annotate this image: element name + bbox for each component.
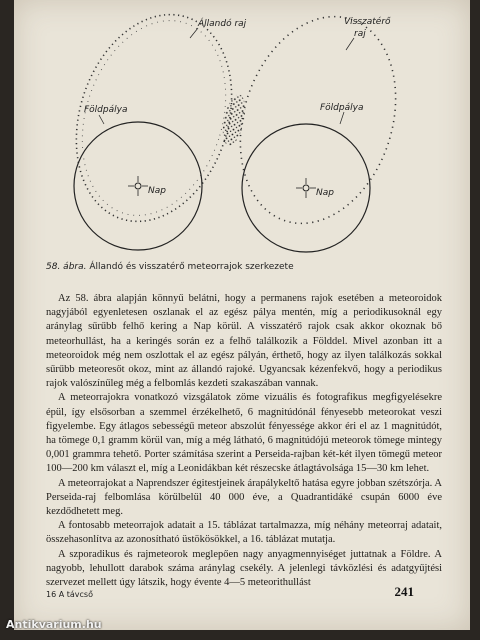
meteor-cloud: [219, 92, 249, 147]
right-earth-orbit-label: Földpálya: [320, 103, 364, 113]
paragraph: A fontosabb meteorrajok adatait a 15. táblázat tartalmazza, míg néhány meteorraj adatait, összehasonlítva az azonosítható üstökösökkel, a 16. táblázat mutatja.: [46, 520, 442, 546]
figure-58: [44, 8, 444, 270]
caption-number: 58. ábra.: [46, 262, 87, 272]
signature-mark: 16 A távcső: [46, 590, 93, 599]
page-number: 241: [394, 584, 414, 599]
orbit-diagram: [44, 8, 444, 270]
left-sun-label: Nap: [148, 186, 166, 196]
right-earth-orbit: [242, 124, 370, 252]
left-earth-orbit-label: Földpálya: [84, 105, 128, 115]
right-diagram: [215, 8, 421, 252]
right-sun-icon: [296, 178, 316, 198]
paragraph: A szporadikus és rajmeteorok meglepően nagy anyagmennyiséget juttatnak a Földre. A nagyobb, lehullott darabok száma aránylag csekély. A jelenlegi távközlési és adatgyűjtési szervezet mellett úgy látszik, hogy évente 4—5 meteorithullást: [46, 548, 442, 589]
book-page: [14, 0, 470, 630]
figure-caption: [46, 262, 446, 272]
body-text: [46, 292, 442, 590]
right-swarm-label-line1: Visszatérő: [344, 17, 391, 27]
paragraph: Az 58. ábra alapján könnyű belátni, hogy a permanens rajok esetében a meteoroidok nagyjából egyenletesen oszlanak el az egész pálya mentén, míg a periodikusoknál egy aránylag sűrűbb felhő kering a Nap körül. A visszatérő rajok csak akkor okoznak bő meteorhullást, ha a keringés során ez a felhő találkozik a Földdel. Mivel azonban itt a meteoroidok még nem oszlottak el az egész pályán, érthető, hogy az ilyen találkozás sokkal sűrűbb meteoresőt okoz, mint az állandó rajoké. Ugyancsak kézenfekvő, hogy a periodikus rajok valószínűleg még a felbomlás kezdeti szakaszában vannak.: [46, 293, 442, 390]
right-sun-label: Nap: [316, 188, 334, 198]
paragraph: A meteorrajokat a Naprendszer égitestjeinek árapálykeltő hatása egyre jobban szétszórja. A Perseida-raj felbomlása körülbelül 40 000 éve, a Quadrantidáké csupán 6000 éve kezdődhetett meg.: [46, 477, 442, 518]
watermark: Antikvarium.hu: [6, 618, 102, 631]
caption-text: Állandó és visszatérő meteorrajok szerkezete: [89, 262, 294, 272]
right-swarm-label-line2: raj: [354, 29, 366, 39]
left-sun-icon: [128, 176, 148, 196]
left-swarm-label: Állandó raj: [198, 19, 247, 29]
paragraph: A meteorrajokra vonatkozó vizsgálatok zöme vizuális és fotografikus megfigyelésekre épül, így elsősorban a szemmel érzékelhető, 6 magnitúdónál fényesebb meteorokat veszi figyelembe. Egy átlagos sebességű meteor abszolút fényessége akkor éri el az 1 magnitúdót, ha tömege 0,1 gramm körül van, míg a még látható, 6 magnitúdójú meteorok tömege mintegy 0,001 grammra tehető. Porter számítása szerint a Perseida-rajban két-két ilyen tömegű meteor 100—200 km választ el, míg a Leonidákban két részecske átlagtávolsága 15—30 km lehet.: [46, 392, 442, 475]
